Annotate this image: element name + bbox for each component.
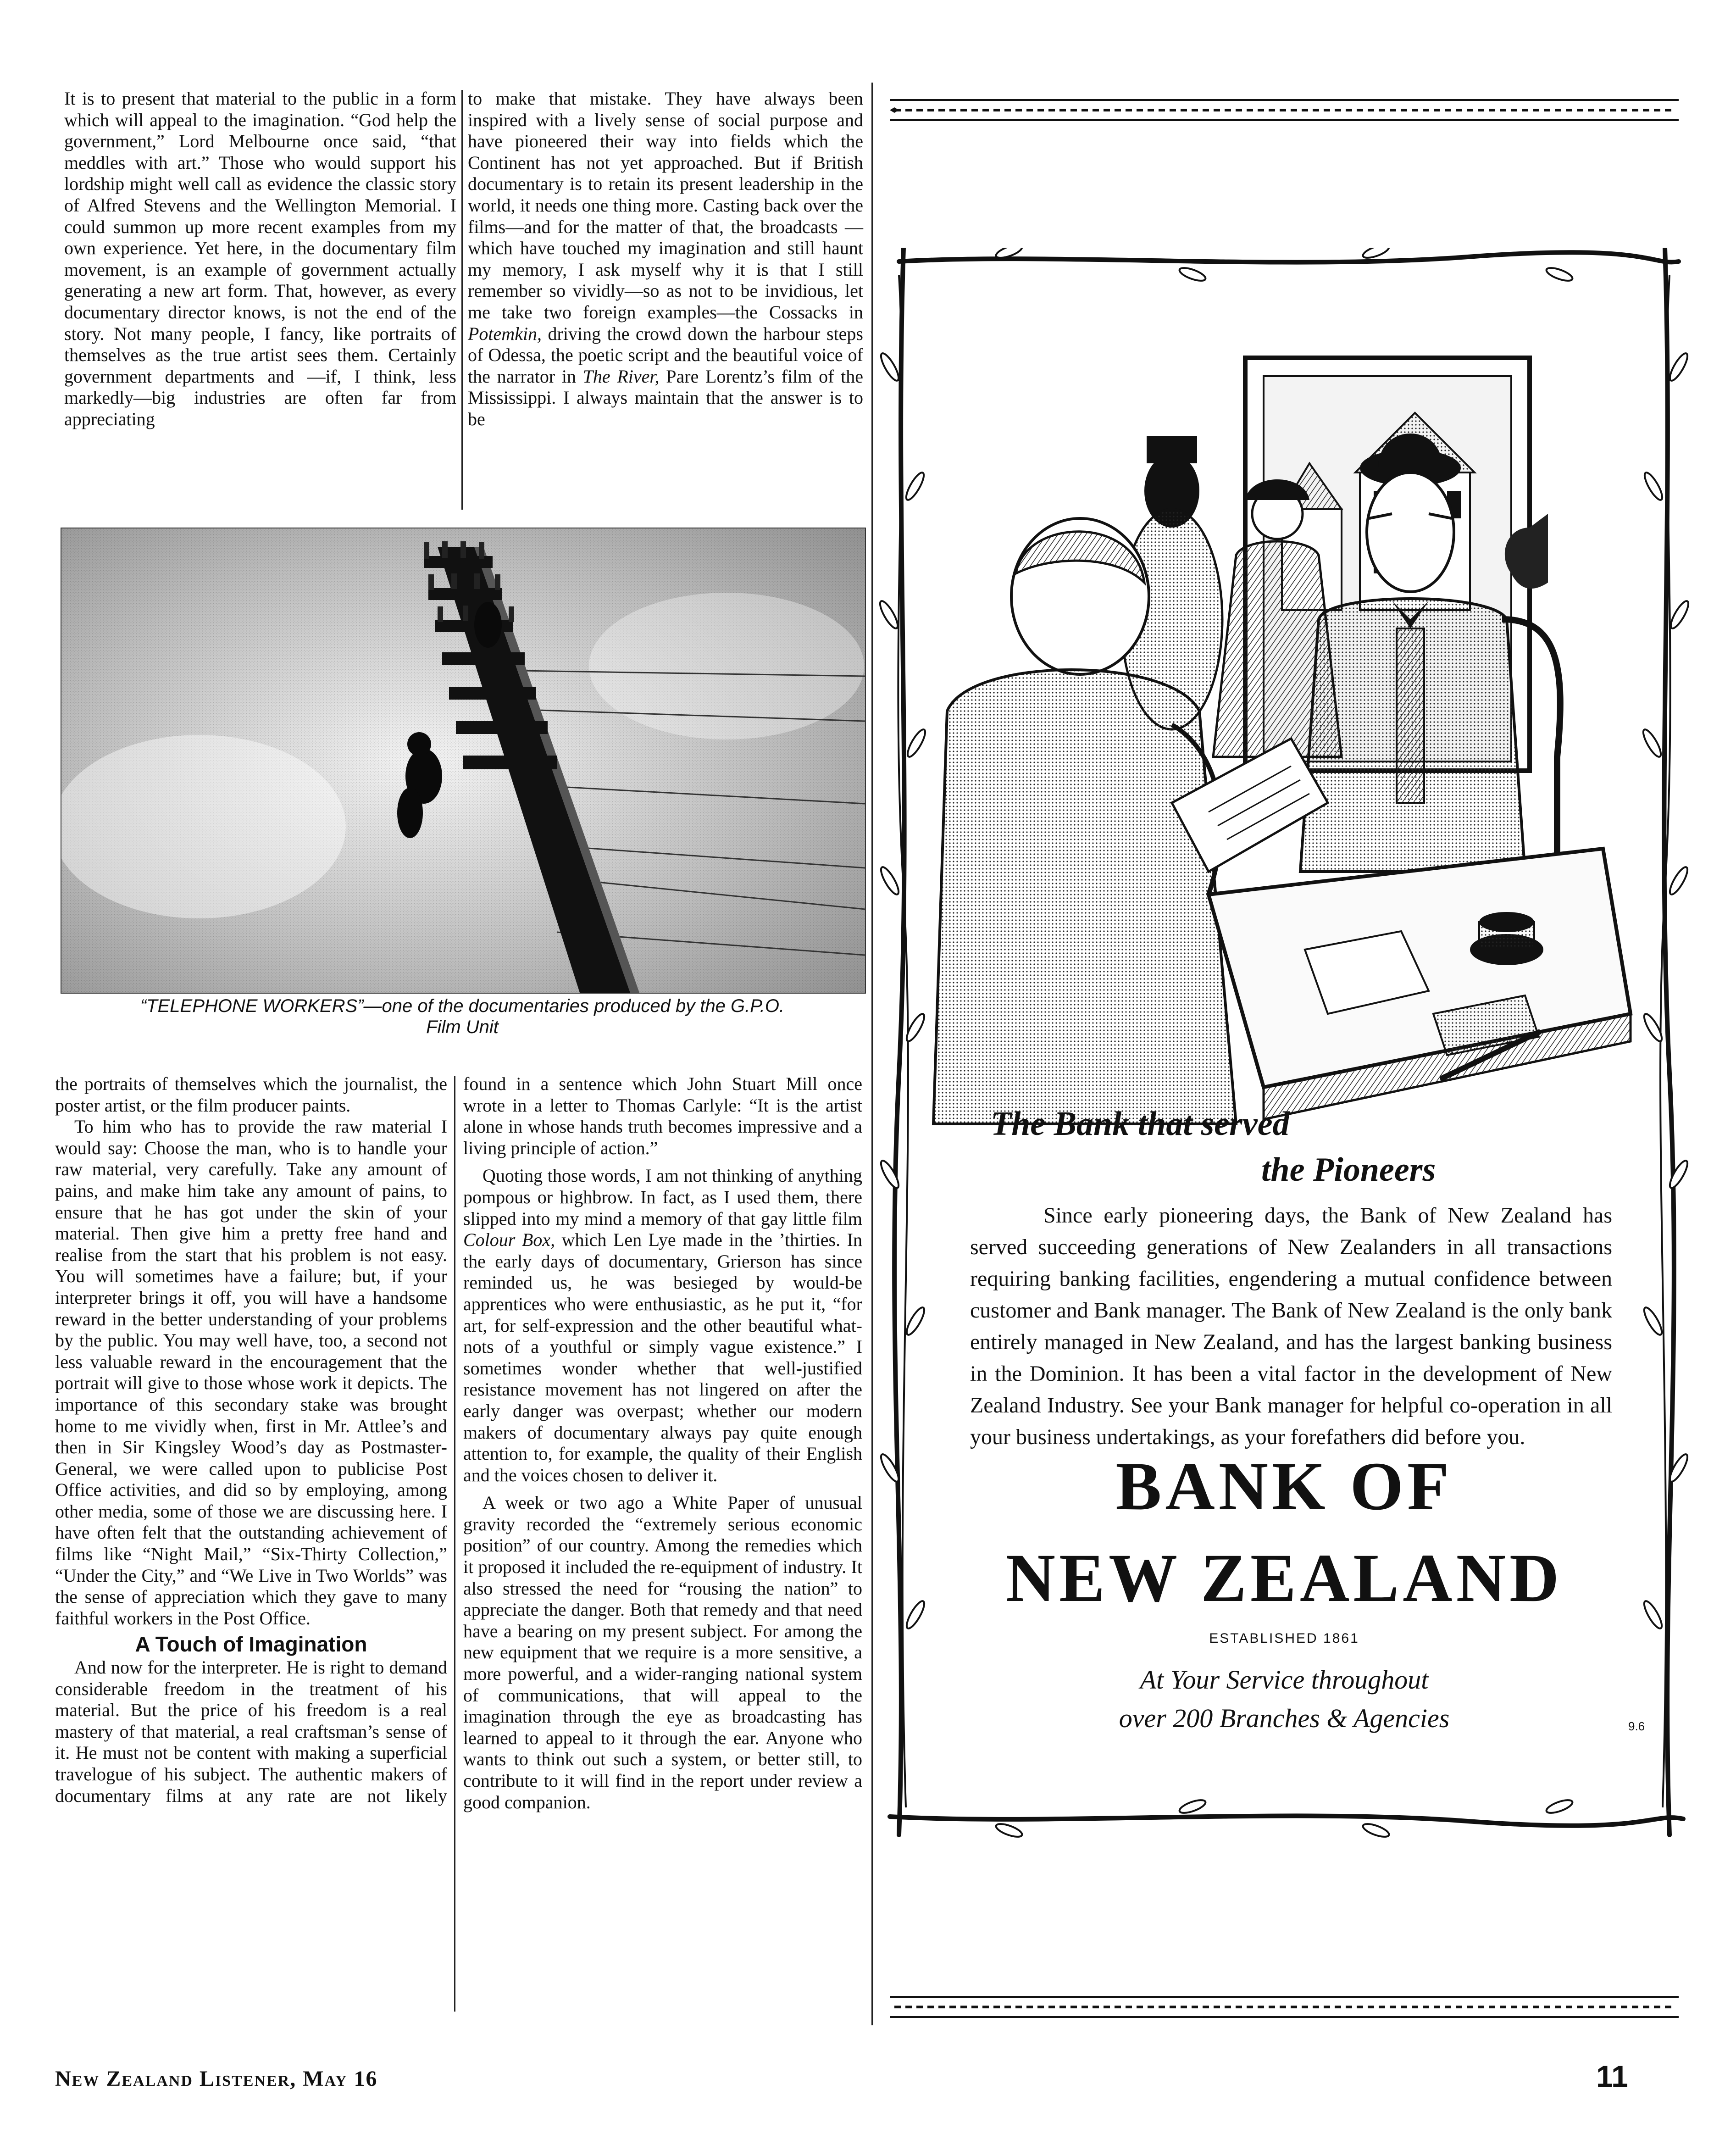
telephone-pole-illustration — [61, 528, 865, 993]
established-date: ESTABLISHED 1861 — [1209, 1631, 1359, 1646]
decorative-border-top — [871, 92, 1697, 128]
article-paragraph: To him who has to provide the raw material I would say: Choose the man, who is to handle your raw material, very carefully. Take any amount of pains, and make him take any amount of pains, to ensure that he has got under the skin of your material. Then give him a pretty free hand and realise from the start that his problem is not easy. You will sometimes have a failure; but, if your interpreter brings it off, you will have a handsome reward in the better understanding of your problems by the public. You may well have, too, a second not less valuable reward in the encouragement that the portrait will give to those whose work it depicts. The importance of this secondary stake was brought home to me vividly when, first in Mr. Attlee’s and then in Sir Kingsley Wood’s day as Postmaster-General, we were called upon to publicise Post Office activities, and did so by employing, among other media, some of those we are discussing here. I have often felt that the outstanding achievement of films like “Night Mail,” “Six-Thirty Collection,” “Under the City,” and “We Live in Two Worlds” was the sense of appreciation which they gave to many faithful workers in the Post Office. — [55, 1116, 447, 1629]
ad-heading: The Bank that served the Pioneers — [991, 1105, 1436, 1189]
page-number: 11 — [1596, 2059, 1628, 2093]
article-paragraph: It is to present that material to the public in a form which will appeal to the imagination. “God help the government,” Lord Melbourne once said, “that meddles with art.” Those who would support his lordship might well call as evidence the classic story of Alfred Stevens and the Wellington Memorial. I could summon up more recent examples from my own experience. Yet here, in the documentary film movement, is an example of government actually generating a new art form. That, however, as every documentary director knows, is not the end of the story. Not many people, I fancy, like portraits of themselves as the true artist sees them. Certainly government departments and —if, I think, less markedly—big industries are often far from appreciating — [64, 88, 456, 429]
ad-reference-code: 9.6 — [1628, 1719, 1645, 1733]
article-column-lower-right — [463, 1073, 862, 1813]
film-title: Colour Box, — [463, 1229, 555, 1251]
article-column-lower-left — [55, 1073, 447, 1806]
article-paragraph: to make that mistake. They have always been inspired with a lively sense of social purpose and have pioneered their way into fields which the Continent has not yet approached. But if British documentary is to retain its present leadership in the world, it needs one thing more. Casting back over the films—and for the matter of that, the broadcasts —which have touched my imagination and still haunt my memory, I ask myself why it is that I still remember so vividly—so as not to be invidious, let me take two foreign examples—the Cossacks in Potemkin, driving the crowd down the harbour steps of Odessa, the poetic script and the beautiful voice of the narrator in The River, Pare Lorentz’s film of the Mississippi. I always maintain that the answer is to be — [468, 88, 864, 429]
bank-advertisement — [871, 83, 1697, 2025]
article-paragraph: A week or two ago a White Paper of unusual gravity recorded the “extremely serious economic position” of our country. Among the remedies which it proposed it included the re-equipment of industry. It also stressed the need for “rousing the nation” to appreciate the danger. Both that remedy and that need have a bearing on my present subject. For among the new equipment that we require is a more sensitive, a more powerful, and a wider-ranging national system of communications, that will appeal to the imagination through the eye as broadcasting has learned to appeal to it through the ear. Anyone who wants to think out such a system, or better still, to contribute to it will find in the report under review a good companion. — [463, 1492, 862, 1812]
bank-name: BANK OF NEW ZEALAND — [1005, 1448, 1563, 1616]
photo-caption: “TELEPHONE WORKERS”—one of the documentaries produced by the G.P.O. Film Unit — [140, 996, 785, 1037]
ad-body-text: Since early pioneering days, the Bank of New Zealand has served succeeding generations of New Zealanders in all transactions requiring banking facilities, engendering a mutual confidence between customer and Bank manager. The Bank of New Zealand is the only bank entirely managed in New Zealand, and has the largest banking business in the Dominion. It has been a vital factor in the development of New Zealand Industry. See your Bank manager for helpful co-operation in all your business undertakings, as your forefathers did before you. — [970, 1203, 1612, 1449]
section-subheading: A Touch of Imagination — [135, 1632, 367, 1656]
service-slogan: At Your Service throughout over 200 Branches & Agencies — [1119, 1665, 1450, 1733]
film-title: The River, — [582, 366, 660, 387]
article-paragraph: Quoting those words, I am not thinking of anything pompous or highbrow. In fact, as I used them, there slipped into my mind a memory of that gay little film Colour Box, which Len Lye made in the ’thirties. In the early days of documentary, Grierson has since reminded us, he was besieged by would-be apprentices who were enthusiastic, as he put it, “for art, for self-expression and the other beautiful what-nots of a youthful or simply vague existence.” I sometimes wonder whether that well-justified resistance movement has not lingered on after the early danger was overpast; whether our modern makers of documentary always pay quite enough attention to, for example, the quality of their English and the voices chosen to deliver it. — [463, 1165, 862, 1485]
article-paragraph: And now for the interpreter. He is right to demand considerable freedom in the treatment of his material. But the price of his freedom is a real mastery of that material, a real craftsman’s sense of it. He must not be content with making a superficial travelogue of his subject. The authentic makers of documentary films at any rate are not likely — [55, 1657, 447, 1806]
film-title: Potemkin, — [468, 323, 542, 344]
article-column-upper-left — [64, 88, 456, 430]
article-paragraph: found in a sentence which John Stuart Mill once wrote in a letter to Thomas Carlyle: “It is the artist alone in whose hands truth becomes impressive and a living principle of action.” — [463, 1073, 862, 1158]
telephone-workers-photo — [61, 528, 866, 994]
column-divider — [461, 90, 463, 510]
decorative-border-bottom — [871, 1989, 1697, 2025]
article-column-upper-right — [468, 88, 863, 430]
publication-footer: New Zealand Listener, May 16 — [55, 2067, 378, 2091]
article-paragraph: the portraits of themselves which the journalist, the poster artist, or the film producer paints. — [55, 1073, 447, 1116]
column-divider — [454, 1076, 455, 2012]
